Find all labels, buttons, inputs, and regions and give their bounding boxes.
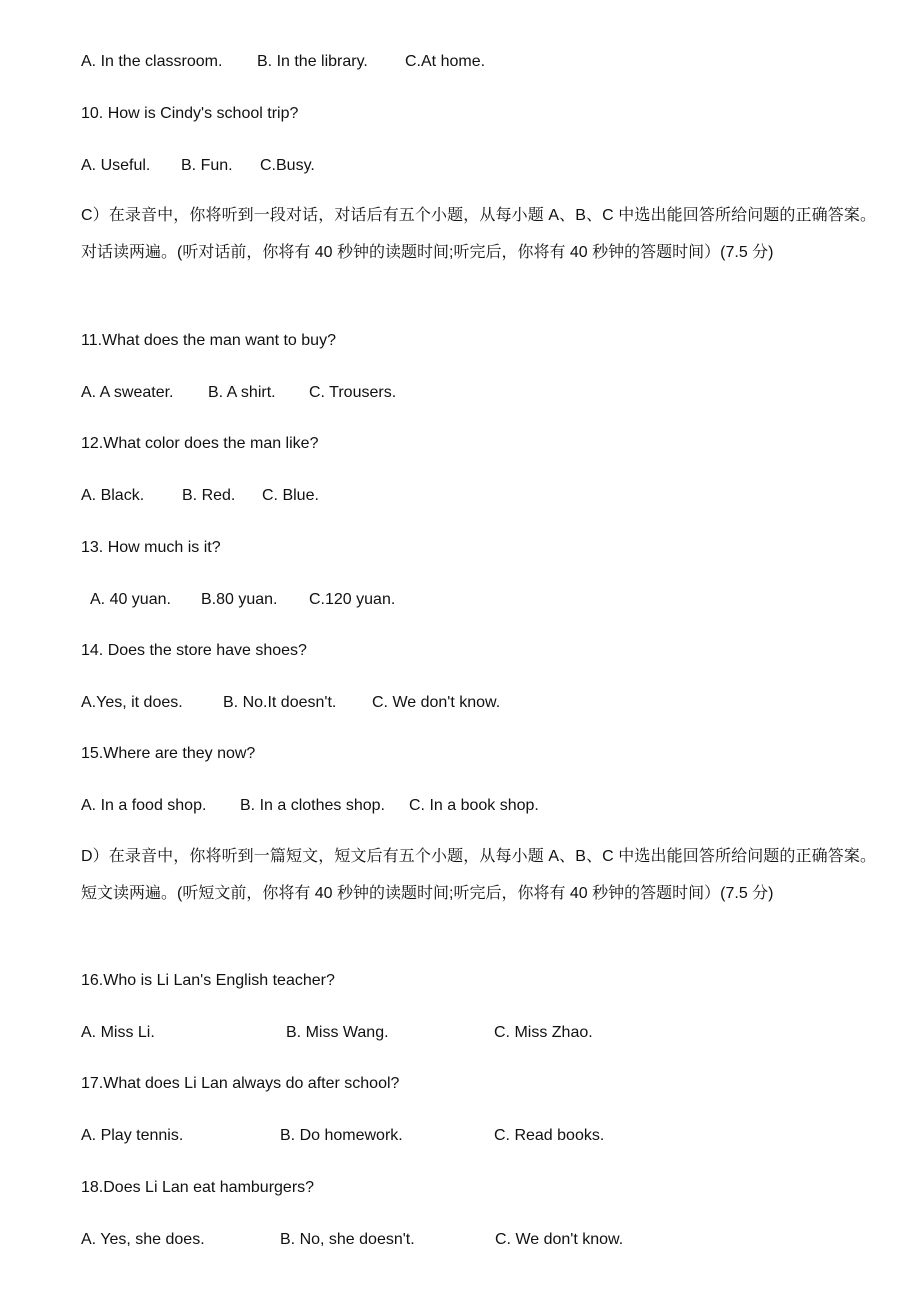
q12-option-a: A. Black. <box>81 487 145 504</box>
q14-option-c: C. We don't know. <box>372 694 501 711</box>
q13-options <box>90 590 396 610</box>
q12-option-b: B. Red. <box>182 487 236 504</box>
q17-option-c: C. Read books. <box>494 1127 605 1144</box>
q14-option-b: B. No.It doesn't. <box>223 694 337 711</box>
q16-stem: 16.Who is Li Lan's English teacher? <box>81 972 335 989</box>
q14-option-a: A.Yes, it does. <box>81 694 183 711</box>
q10-option-a: A. Useful. <box>81 157 151 174</box>
q15-option-b: B. In a clothes shop. <box>240 797 385 814</box>
q10-option-b: B. Fun. <box>181 157 233 174</box>
q9-options <box>81 52 486 72</box>
q17-option-a: A. Play tennis. <box>81 1127 184 1144</box>
q13-option-a: A. 40 yuan. <box>90 591 171 608</box>
q15-option-c: C. In a book shop. <box>409 797 539 814</box>
q15-stem: 15.Where are they now? <box>81 745 256 762</box>
section-c-instructions <box>44 198 876 271</box>
q13-stem: 13. How much is it? <box>81 539 221 556</box>
q12-option-c: C. Blue. <box>262 487 319 504</box>
q18-option-c: C. We don't know. <box>495 1231 624 1248</box>
q11-option-c: C. Trousers. <box>309 384 397 401</box>
q16-option-c: C. Miss Zhao. <box>494 1024 593 1041</box>
q10-options <box>81 156 315 176</box>
q16-options <box>81 1023 593 1043</box>
q16-option-a: A. Miss Li. <box>81 1024 155 1041</box>
q9-option-b: B. In the library. <box>257 53 368 70</box>
q10-stem: 10. How is Cindy's school trip? <box>81 105 299 122</box>
q17-options <box>81 1126 605 1146</box>
q12-options <box>81 486 319 506</box>
q12-stem: 12.What color does the man like? <box>81 435 319 452</box>
q16-option-b: B. Miss Wang. <box>286 1024 389 1041</box>
q18-option-a: A. Yes, she does. <box>81 1231 205 1248</box>
q11-option-b: B. A shirt. <box>208 384 276 401</box>
q18-stem: 18.Does Li Lan eat hamburgers? <box>81 1179 315 1196</box>
q17-stem: 17.What does Li Lan always do after school? <box>81 1075 400 1092</box>
q10-option-c: C.Busy. <box>260 157 315 174</box>
q18-options <box>81 1230 624 1250</box>
section-d-instructions <box>44 839 876 912</box>
section-c-text: C）在录音中，你将听到一段对话，对话后有五个小题，从每小题 A、B、C 中选出能回答所给问题的正确答案。对话读两遍。(听对话前，你将有 40 秒钟的读题时间;听完后，你将有 40 秒钟的答题时间）(7.5 分) <box>81 207 876 261</box>
q15-option-a: A. In a food shop. <box>81 797 207 814</box>
q14-stem: 14. Does the store have shoes? <box>81 642 307 659</box>
q13-option-b: B.80 yuan. <box>201 591 278 608</box>
q14-options <box>81 693 501 713</box>
q11-options <box>81 383 397 403</box>
q11-option-a: A. A sweater. <box>81 384 174 401</box>
q18-option-b: B. No, she doesn't. <box>280 1231 415 1248</box>
q11-stem: 11.What does the man want to buy? <box>81 332 336 349</box>
section-d-text: D）在录音中，你将听到一篇短文，短文后有五个小题，从每小题 A、B、C 中选出能回答所给问题的正确答案。短文读两遍。(听短文前，你将有 40 秒钟的读题时间;听完后，你将有 40 秒钟的答题时间）(7.5 分) <box>81 848 876 902</box>
q9-option-a: A. In the classroom. <box>81 53 223 70</box>
q17-option-b: B. Do homework. <box>280 1127 403 1144</box>
q13-option-c: C.120 yuan. <box>309 591 396 608</box>
q9-option-c: C.At home. <box>405 53 486 70</box>
q15-options <box>81 796 539 816</box>
